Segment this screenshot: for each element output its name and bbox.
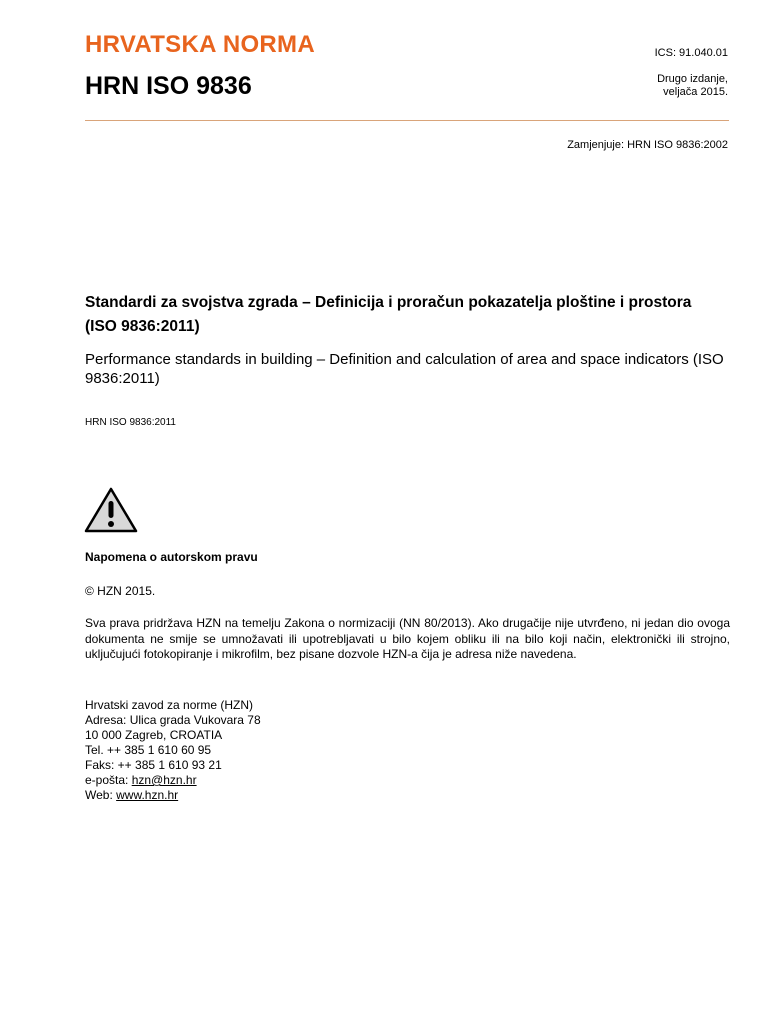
copyright-line: © HZN 2015. [85, 584, 156, 598]
rights-paragraph: Sva prava pridržava HZN na temelju Zakona o normizaciji (NN 80/2013). Ako drugačije nije utvrđeno, ni jedan dio ovoga dokumenta ne smije se umnožavati ili upotrebljavati u bilo kojem obliku ili na bilo koji način, elektronički ili strojno, uključujući fotokopiranje i mikrofilm, bez pisane dozvole HZN-a čija je adresa niže navedena. [85, 616, 730, 661]
ics-code: ICS: 91.040.01 [654, 47, 728, 59]
copyright-notice-heading: Napomena o autorskom pravu [85, 550, 258, 564]
phone-line: Tel. ++ 385 1 610 60 95 [85, 743, 212, 757]
email-line [85, 773, 261, 788]
contact-block [85, 698, 261, 803]
fax-line: Faks: ++ 385 1 610 93 21 [85, 758, 222, 772]
email-label: e-pošta: [85, 773, 132, 787]
warning-icon [84, 487, 138, 533]
title-english: Performance standards in building – Definition and calculation of area and space indicators (ISO 9836:2011) [85, 351, 724, 387]
edition-line: Drugo izdanje, [657, 73, 728, 85]
web-label: Web: [85, 788, 117, 802]
brand-title: HRVATSKA NORMA [85, 31, 315, 58]
reference-code: HRN ISO 9836:2011 [85, 417, 176, 428]
organization-name: Hrvatski zavod za norme (HZN) [85, 698, 254, 712]
replaces-note: Zamjenjuje: HRN ISO 9836:2002 [567, 139, 728, 151]
email-link[interactable]: hzn@hzn.hr [131, 773, 197, 787]
edition-date: veljača 2015. [663, 86, 728, 98]
web-line [85, 788, 261, 803]
web-link[interactable]: www.hzn.hr [116, 788, 179, 802]
standard-number: HRN ISO 9836 [85, 72, 252, 100]
edition-info [657, 73, 728, 99]
header-divider [85, 120, 729, 121]
title-croatian: Standardi za svojstva zgrada – Definicija i proračun pokazatelja ploštine i prostora (ISO 9836:2011) [85, 294, 692, 335]
city-line: 10 000 Zagreb, CROATIA [85, 728, 223, 742]
street-address: Adresa: Ulica grada Vukovara 78 [85, 713, 261, 727]
